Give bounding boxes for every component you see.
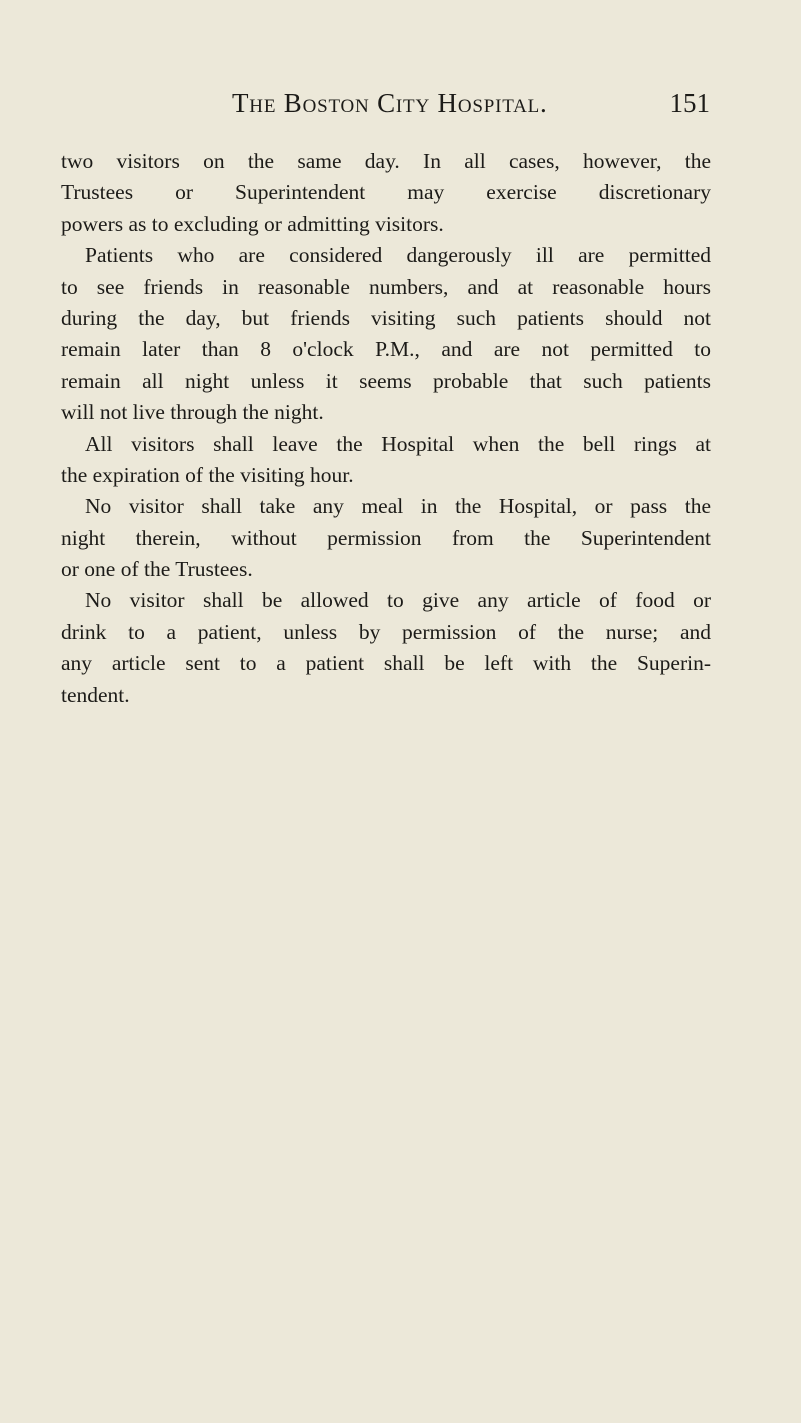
text-line: will not live through the night. — [61, 400, 324, 425]
text-line: All visitors shall leave the Hospital when the bell rings at — [85, 431, 711, 456]
text-line: remain all night unless it seems probable that such patients — [61, 368, 711, 393]
text-line: any article sent to a patient shall be left with the Superin- — [61, 651, 711, 676]
text-line: during the day, but friends visiting such patients should not — [61, 305, 711, 330]
text-line: two visitors on the same day. In all cases, however, the — [61, 149, 711, 173]
text-line: night therein, without permission from the Superintendent — [61, 525, 711, 550]
text-line: the expiration of the visiting hour. — [61, 462, 354, 487]
text-line: No visitor shall be allowed to give any article of food or — [85, 588, 711, 613]
text-line: remain later than 8 o'clock P.M., and are not permitted to — [61, 337, 711, 362]
text-line: tendent. — [61, 682, 130, 707]
body-text — [61, 146, 711, 711]
running-title: The Boston City Hospital. — [232, 88, 548, 118]
text-line: powers as to excluding or admitting visitors. — [61, 211, 444, 236]
text-line: Patients who are considered dangerously ill are permitted — [85, 243, 711, 268]
text-line: or one of the Trustees. — [61, 557, 253, 582]
page-number: 151 — [669, 88, 710, 118]
text-line: drink to a patient, unless by permission of the nurse; and — [61, 619, 711, 644]
text-line: to see friends in reasonable numbers, and at reasonable hours — [61, 274, 711, 299]
text-line: No visitor shall take any meal in the Hospital, or pass the — [85, 494, 711, 519]
text-line: Trustees or Superintendent may exercise discretionary — [61, 180, 711, 205]
running-head — [232, 88, 710, 128]
